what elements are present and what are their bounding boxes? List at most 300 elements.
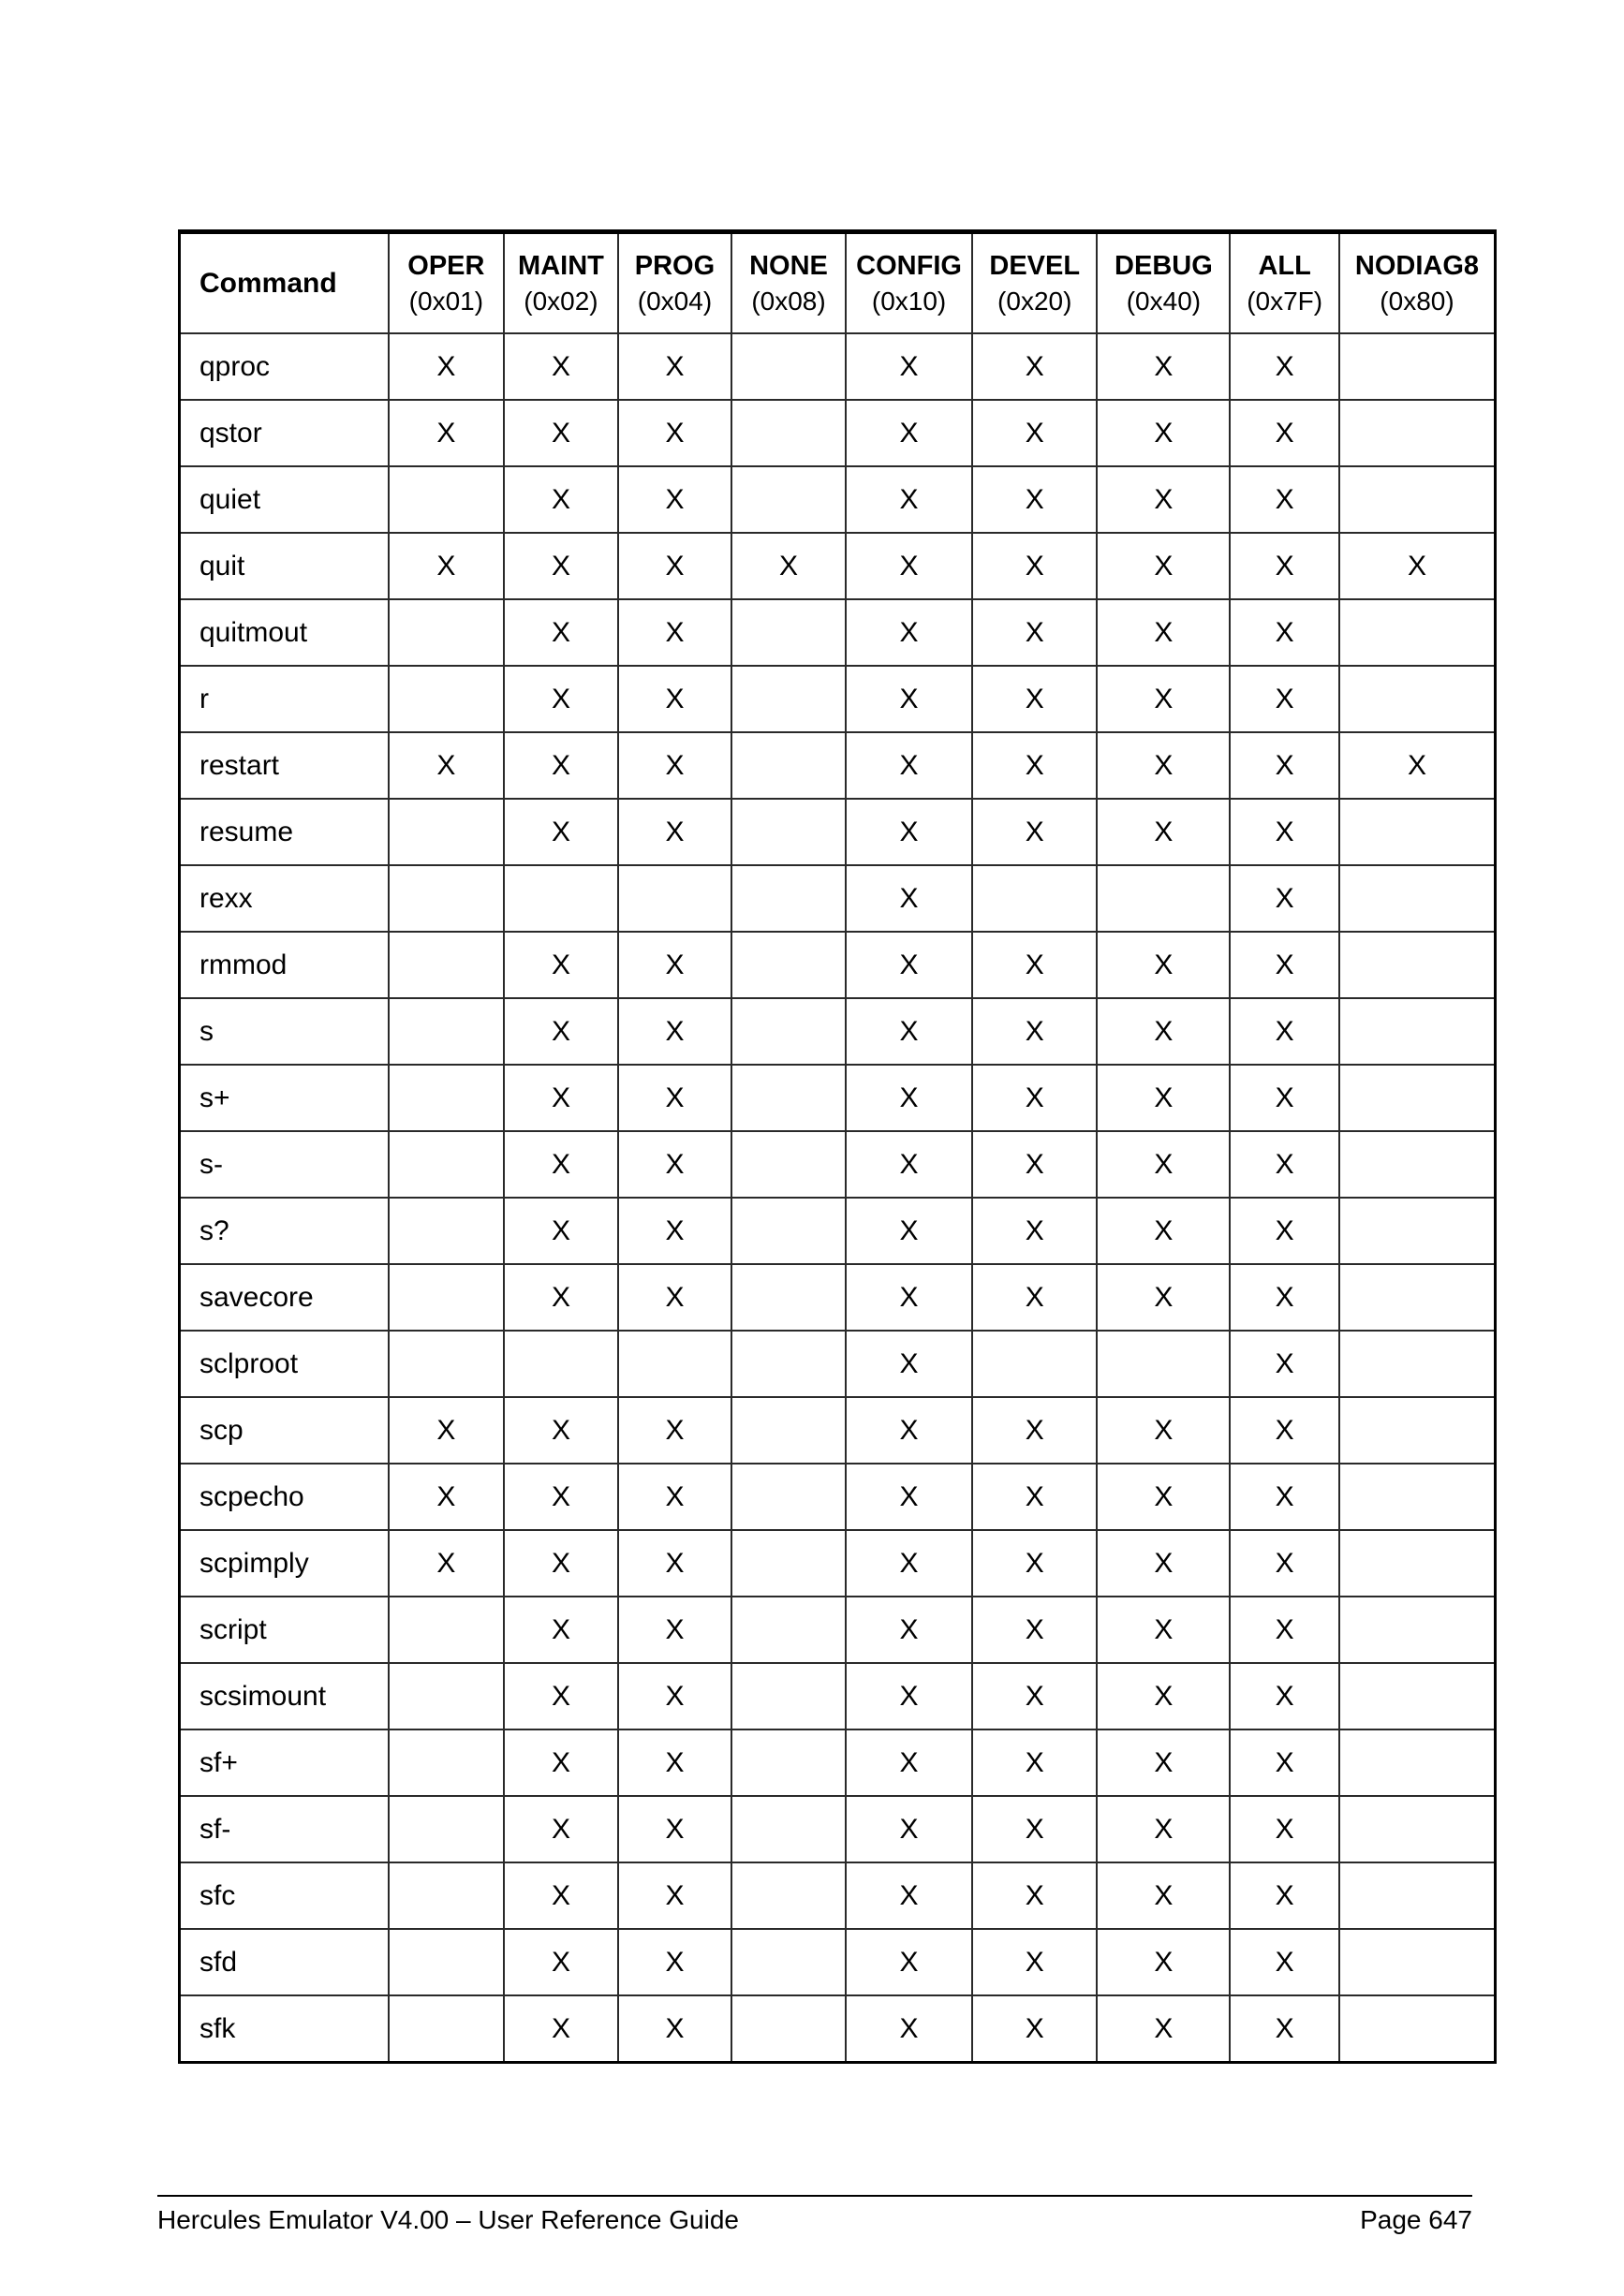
- table-row-qproc: [180, 333, 1496, 400]
- mark-x: X: [1230, 1995, 1339, 2063]
- mark-empty: [731, 1397, 846, 1464]
- mark-x: X: [1339, 732, 1496, 799]
- col-header-config: [846, 232, 972, 334]
- mark-empty: [1339, 666, 1496, 732]
- mark-x: X: [618, 400, 731, 466]
- mark-empty: [389, 1663, 504, 1729]
- mark-x: X: [504, 666, 618, 732]
- mark-empty: [389, 1331, 504, 1397]
- mark-x: X: [846, 1065, 972, 1131]
- table-row-scpecho: [180, 1464, 1496, 1530]
- mark-x: X: [846, 1264, 972, 1331]
- mark-x: X: [972, 1597, 1097, 1663]
- col-header-maint: [504, 232, 618, 334]
- col-header-prog: [618, 232, 731, 334]
- mark-x: X: [618, 1198, 731, 1264]
- mark-empty: [1339, 400, 1496, 466]
- mark-x: X: [1230, 533, 1339, 599]
- mark-x: X: [846, 1796, 972, 1862]
- mark-x: X: [1230, 466, 1339, 533]
- mark-x: X: [972, 1995, 1097, 2063]
- mark-x: X: [618, 666, 731, 732]
- mark-x: X: [618, 533, 731, 599]
- mark-empty: [389, 865, 504, 932]
- mark-empty: [1339, 1530, 1496, 1597]
- mark-x: X: [731, 533, 846, 599]
- command-name: quiet: [180, 466, 389, 533]
- mark-x: X: [972, 799, 1097, 865]
- table-body: [180, 333, 1496, 2063]
- mark-empty: [731, 1929, 846, 1995]
- mark-x: X: [846, 865, 972, 932]
- mark-x: X: [1097, 1597, 1230, 1663]
- mark-x: X: [1097, 1065, 1230, 1131]
- mark-empty: [1339, 1065, 1496, 1131]
- mark-x: X: [846, 533, 972, 599]
- mark-empty: [731, 932, 846, 998]
- table-row-sf-: [180, 1796, 1496, 1862]
- mark-x: X: [504, 1995, 618, 2063]
- mark-empty: [1339, 1862, 1496, 1929]
- mark-x: X: [972, 466, 1097, 533]
- mark-x: X: [1230, 333, 1339, 400]
- table-row-quit: [180, 533, 1496, 599]
- mark-x: X: [1230, 1597, 1339, 1663]
- mark-x: X: [1230, 1530, 1339, 1597]
- mark-x: X: [846, 799, 972, 865]
- mark-empty: [1339, 333, 1496, 400]
- table-row-sfc: [180, 1862, 1496, 1929]
- mark-x: X: [504, 1065, 618, 1131]
- page-footer: [157, 2195, 1472, 2235]
- mark-x: X: [846, 1331, 972, 1397]
- command-name: scp: [180, 1397, 389, 1464]
- mark-x: X: [846, 732, 972, 799]
- mark-empty: [389, 1729, 504, 1796]
- mark-empty: [1339, 599, 1496, 666]
- footer-document-title: Hercules Emulator V4.00 – User Reference Guide: [157, 2205, 739, 2234]
- command-name: resume: [180, 799, 389, 865]
- mark-x: X: [1097, 1663, 1230, 1729]
- command-name: scpecho: [180, 1464, 389, 1530]
- mark-x: X: [1230, 865, 1339, 932]
- mark-x: X: [504, 1464, 618, 1530]
- mark-x: X: [1097, 799, 1230, 865]
- mark-empty: [1339, 1331, 1496, 1397]
- mark-x: X: [504, 533, 618, 599]
- mark-empty: [1339, 1929, 1496, 1995]
- col-header-debug: [1097, 232, 1230, 334]
- level-name: NODIAG8: [1354, 250, 1480, 281]
- mark-x: X: [846, 998, 972, 1065]
- mark-empty: [731, 1663, 846, 1729]
- mark-x: X: [1097, 466, 1230, 533]
- mark-x: X: [1230, 1929, 1339, 1995]
- mark-x: X: [972, 1862, 1097, 1929]
- mark-x: X: [389, 1530, 504, 1597]
- mark-x: X: [504, 466, 618, 533]
- level-code: (0x08): [751, 286, 826, 316]
- mark-empty: [389, 1796, 504, 1862]
- mark-x: X: [972, 998, 1097, 1065]
- mark-x: X: [504, 400, 618, 466]
- mark-x: X: [504, 1862, 618, 1929]
- table-row-rexx: [180, 865, 1496, 932]
- mark-x: X: [618, 732, 731, 799]
- mark-x: X: [1230, 599, 1339, 666]
- mark-x: X: [618, 1264, 731, 1331]
- mark-x: X: [618, 1663, 731, 1729]
- mark-x: X: [972, 1530, 1097, 1597]
- mark-x: X: [972, 1264, 1097, 1331]
- col-header-nodiag8: [1339, 232, 1496, 334]
- col-header-none: [731, 232, 846, 334]
- mark-x: X: [846, 1597, 972, 1663]
- mark-x: X: [504, 1729, 618, 1796]
- mark-x: X: [846, 1397, 972, 1464]
- level-name: DEBUG: [1115, 250, 1213, 281]
- table-row-sfk: [180, 1995, 1496, 2063]
- mark-empty: [731, 599, 846, 666]
- col-header-all: [1230, 232, 1339, 334]
- command-name: rexx: [180, 865, 389, 932]
- mark-x: X: [1339, 533, 1496, 599]
- mark-x: X: [1097, 599, 1230, 666]
- level-code: (0x04): [637, 286, 713, 316]
- mark-empty: [731, 1331, 846, 1397]
- table-row-savecore: [180, 1264, 1496, 1331]
- mark-x: X: [972, 1663, 1097, 1729]
- mark-x: X: [1230, 998, 1339, 1065]
- mark-empty: [1339, 1198, 1496, 1264]
- mark-empty: [389, 932, 504, 998]
- mark-empty: [731, 865, 846, 932]
- command-name: sfd: [180, 1929, 389, 1995]
- mark-x: X: [618, 1530, 731, 1597]
- mark-x: X: [972, 1929, 1097, 1995]
- mark-x: X: [1230, 1729, 1339, 1796]
- mark-x: X: [504, 1663, 618, 1729]
- mark-empty: [1339, 466, 1496, 533]
- mark-x: X: [618, 1397, 731, 1464]
- mark-empty: [972, 865, 1097, 932]
- level-code: (0x02): [524, 286, 598, 316]
- level-code: (0x40): [1126, 286, 1202, 316]
- command-name: qstor: [180, 400, 389, 466]
- mark-x: X: [972, 1796, 1097, 1862]
- command-name: quitmout: [180, 599, 389, 666]
- mark-x: X: [504, 932, 618, 998]
- mark-empty: [389, 799, 504, 865]
- mark-x: X: [846, 400, 972, 466]
- command-name: qproc: [180, 333, 389, 400]
- mark-empty: [731, 666, 846, 732]
- mark-x: X: [1230, 1065, 1339, 1131]
- mark-x: X: [389, 333, 504, 400]
- mark-x: X: [846, 1862, 972, 1929]
- mark-x: X: [1097, 400, 1230, 466]
- table-row-resume: [180, 799, 1496, 865]
- mark-empty: [1339, 932, 1496, 998]
- command-levels-table: [178, 229, 1497, 2064]
- mark-empty: [389, 1862, 504, 1929]
- mark-x: X: [1230, 666, 1339, 732]
- table-row-script: [180, 1597, 1496, 1663]
- mark-x: X: [618, 932, 731, 998]
- mark-x: X: [972, 666, 1097, 732]
- mark-x: X: [504, 799, 618, 865]
- mark-x: X: [504, 1264, 618, 1331]
- mark-empty: [731, 466, 846, 533]
- level-name: CONFIG: [856, 250, 962, 281]
- table-row-scpimply: [180, 1530, 1496, 1597]
- mark-x: X: [1097, 1464, 1230, 1530]
- mark-x: X: [846, 1530, 972, 1597]
- level-code: (0x01): [408, 286, 484, 316]
- mark-x: X: [846, 466, 972, 533]
- mark-x: X: [846, 1663, 972, 1729]
- mark-empty: [504, 1331, 618, 1397]
- mark-x: X: [1230, 932, 1339, 998]
- command-name: s+: [180, 1065, 389, 1131]
- col-header-oper: [389, 232, 504, 334]
- mark-empty: [1339, 1464, 1496, 1530]
- level-name: OPER: [407, 250, 485, 281]
- mark-x: X: [618, 1796, 731, 1862]
- mark-x: X: [618, 998, 731, 1065]
- mark-x: X: [504, 1198, 618, 1264]
- mark-x: X: [1097, 1796, 1230, 1862]
- level-code: (0x10): [871, 286, 947, 316]
- table-row-s?: [180, 1198, 1496, 1264]
- command-name: sfc: [180, 1862, 389, 1929]
- mark-x: X: [846, 1995, 972, 2063]
- command-name: scpimply: [180, 1530, 389, 1597]
- mark-x: X: [389, 1397, 504, 1464]
- command-name: sf+: [180, 1729, 389, 1796]
- mark-x: X: [1230, 1862, 1339, 1929]
- mark-x: X: [1097, 998, 1230, 1065]
- mark-empty: [389, 666, 504, 732]
- mark-x: X: [504, 599, 618, 666]
- mark-empty: [1339, 1995, 1496, 2063]
- table-row-quiet: [180, 466, 1496, 533]
- mark-x: X: [504, 732, 618, 799]
- mark-x: X: [1097, 1729, 1230, 1796]
- mark-x: X: [504, 1597, 618, 1663]
- mark-x: X: [389, 1464, 504, 1530]
- table-row-sclproot: [180, 1331, 1496, 1397]
- mark-x: X: [1230, 1131, 1339, 1198]
- mark-empty: [1339, 1597, 1496, 1663]
- mark-x: X: [972, 1464, 1097, 1530]
- mark-x: X: [389, 732, 504, 799]
- mark-x: X: [972, 732, 1097, 799]
- mark-x: X: [846, 1729, 972, 1796]
- mark-x: X: [1097, 1995, 1230, 2063]
- mark-x: X: [1230, 1331, 1339, 1397]
- level-name: PROG: [634, 250, 716, 281]
- mark-empty: [731, 333, 846, 400]
- mark-x: X: [1097, 1530, 1230, 1597]
- mark-empty: [389, 1597, 504, 1663]
- mark-empty: [731, 732, 846, 799]
- mark-empty: [731, 998, 846, 1065]
- mark-x: X: [846, 1929, 972, 1995]
- mark-x: X: [618, 1929, 731, 1995]
- mark-x: X: [1230, 400, 1339, 466]
- mark-x: X: [1097, 1264, 1230, 1331]
- mark-x: X: [846, 1198, 972, 1264]
- mark-empty: [1339, 799, 1496, 865]
- command-name: scsimount: [180, 1663, 389, 1729]
- mark-empty: [389, 599, 504, 666]
- mark-x: X: [972, 333, 1097, 400]
- mark-x: X: [1230, 1796, 1339, 1862]
- mark-x: X: [972, 932, 1097, 998]
- mark-empty: [1097, 1331, 1230, 1397]
- mark-x: X: [1097, 1198, 1230, 1264]
- mark-x: X: [1097, 932, 1230, 998]
- command-name: s?: [180, 1198, 389, 1264]
- mark-x: X: [618, 599, 731, 666]
- mark-empty: [389, 1131, 504, 1198]
- mark-x: X: [504, 998, 618, 1065]
- mark-empty: [731, 1530, 846, 1597]
- mark-x: X: [846, 666, 972, 732]
- level-code: (0x80): [1380, 286, 1454, 316]
- mark-x: X: [972, 1065, 1097, 1131]
- table-row-r: [180, 666, 1496, 732]
- mark-empty: [618, 865, 731, 932]
- mark-empty: [731, 1995, 846, 2063]
- mark-empty: [1339, 1796, 1496, 1862]
- mark-x: X: [389, 533, 504, 599]
- level-name: NONE: [749, 250, 828, 281]
- mark-empty: [731, 1796, 846, 1862]
- level-name: MAINT: [518, 250, 604, 281]
- command-name: sfk: [180, 1995, 389, 2063]
- mark-empty: [389, 1995, 504, 2063]
- table-row-sf+: [180, 1729, 1496, 1796]
- command-name: script: [180, 1597, 389, 1663]
- col-header-devel: [972, 232, 1097, 334]
- mark-empty: [731, 1597, 846, 1663]
- level-name: ALL: [1258, 250, 1311, 281]
- mark-empty: [389, 1264, 504, 1331]
- mark-x: X: [972, 1131, 1097, 1198]
- level-code: (0x20): [997, 286, 1072, 316]
- mark-empty: [731, 1264, 846, 1331]
- mark-x: X: [618, 333, 731, 400]
- mark-x: X: [1097, 732, 1230, 799]
- mark-x: X: [1097, 666, 1230, 732]
- table-row-scp: [180, 1397, 1496, 1464]
- mark-x: X: [1230, 732, 1339, 799]
- mark-x: X: [972, 1198, 1097, 1264]
- mark-x: X: [618, 799, 731, 865]
- col-header-command: Command: [180, 232, 389, 334]
- mark-x: X: [1097, 1929, 1230, 1995]
- mark-x: X: [618, 466, 731, 533]
- mark-x: X: [618, 1597, 731, 1663]
- mark-x: X: [504, 1796, 618, 1862]
- mark-empty: [731, 1862, 846, 1929]
- mark-x: X: [618, 1862, 731, 1929]
- command-name: sf-: [180, 1796, 389, 1862]
- mark-empty: [1339, 1729, 1496, 1796]
- mark-empty: [1339, 1131, 1496, 1198]
- mark-empty: [731, 400, 846, 466]
- mark-x: X: [1230, 1464, 1339, 1530]
- table-row-sfd: [180, 1929, 1496, 1995]
- mark-x: X: [1097, 1397, 1230, 1464]
- table-row-qstor: [180, 400, 1496, 466]
- mark-x: X: [504, 1131, 618, 1198]
- mark-x: X: [618, 1065, 731, 1131]
- mark-x: X: [1097, 533, 1230, 599]
- mark-x: X: [504, 333, 618, 400]
- mark-x: X: [504, 1929, 618, 1995]
- mark-x: X: [972, 400, 1097, 466]
- mark-x: X: [618, 1995, 731, 2063]
- command-name: quit: [180, 533, 389, 599]
- command-name: rmmod: [180, 932, 389, 998]
- mark-empty: [731, 1198, 846, 1264]
- mark-empty: [389, 1929, 504, 1995]
- level-name: DEVEL: [989, 250, 1081, 281]
- table-row-quitmout: [180, 599, 1496, 666]
- mark-empty: [972, 1331, 1097, 1397]
- mark-empty: [1339, 998, 1496, 1065]
- command-name: restart: [180, 732, 389, 799]
- mark-empty: [618, 1331, 731, 1397]
- mark-empty: [389, 466, 504, 533]
- mark-x: X: [846, 599, 972, 666]
- mark-x: X: [1097, 333, 1230, 400]
- table-row-scsimount: [180, 1663, 1496, 1729]
- mark-x: X: [504, 1397, 618, 1464]
- command-levels-table-container: [178, 229, 1497, 2064]
- mark-x: X: [618, 1131, 731, 1198]
- table-row-rmmod: [180, 932, 1496, 998]
- mark-x: X: [618, 1464, 731, 1530]
- mark-x: X: [846, 1464, 972, 1530]
- mark-x: X: [1230, 1198, 1339, 1264]
- mark-empty: [731, 1065, 846, 1131]
- mark-x: X: [1097, 1131, 1230, 1198]
- mark-empty: [389, 1065, 504, 1131]
- mark-empty: [731, 799, 846, 865]
- mark-empty: [1097, 865, 1230, 932]
- table-row-s-: [180, 1131, 1496, 1198]
- mark-x: X: [1230, 1397, 1339, 1464]
- mark-x: X: [972, 599, 1097, 666]
- mark-x: X: [846, 1131, 972, 1198]
- mark-empty: [731, 1729, 846, 1796]
- mark-empty: [1339, 865, 1496, 932]
- level-code: (0x7F): [1247, 286, 1323, 316]
- mark-x: X: [1230, 799, 1339, 865]
- mark-empty: [731, 1464, 846, 1530]
- mark-x: X: [972, 1397, 1097, 1464]
- table-row-restart: [180, 732, 1496, 799]
- mark-x: X: [389, 400, 504, 466]
- mark-empty: [1339, 1397, 1496, 1464]
- command-name: savecore: [180, 1264, 389, 1331]
- mark-x: X: [846, 932, 972, 998]
- mark-x: X: [972, 1729, 1097, 1796]
